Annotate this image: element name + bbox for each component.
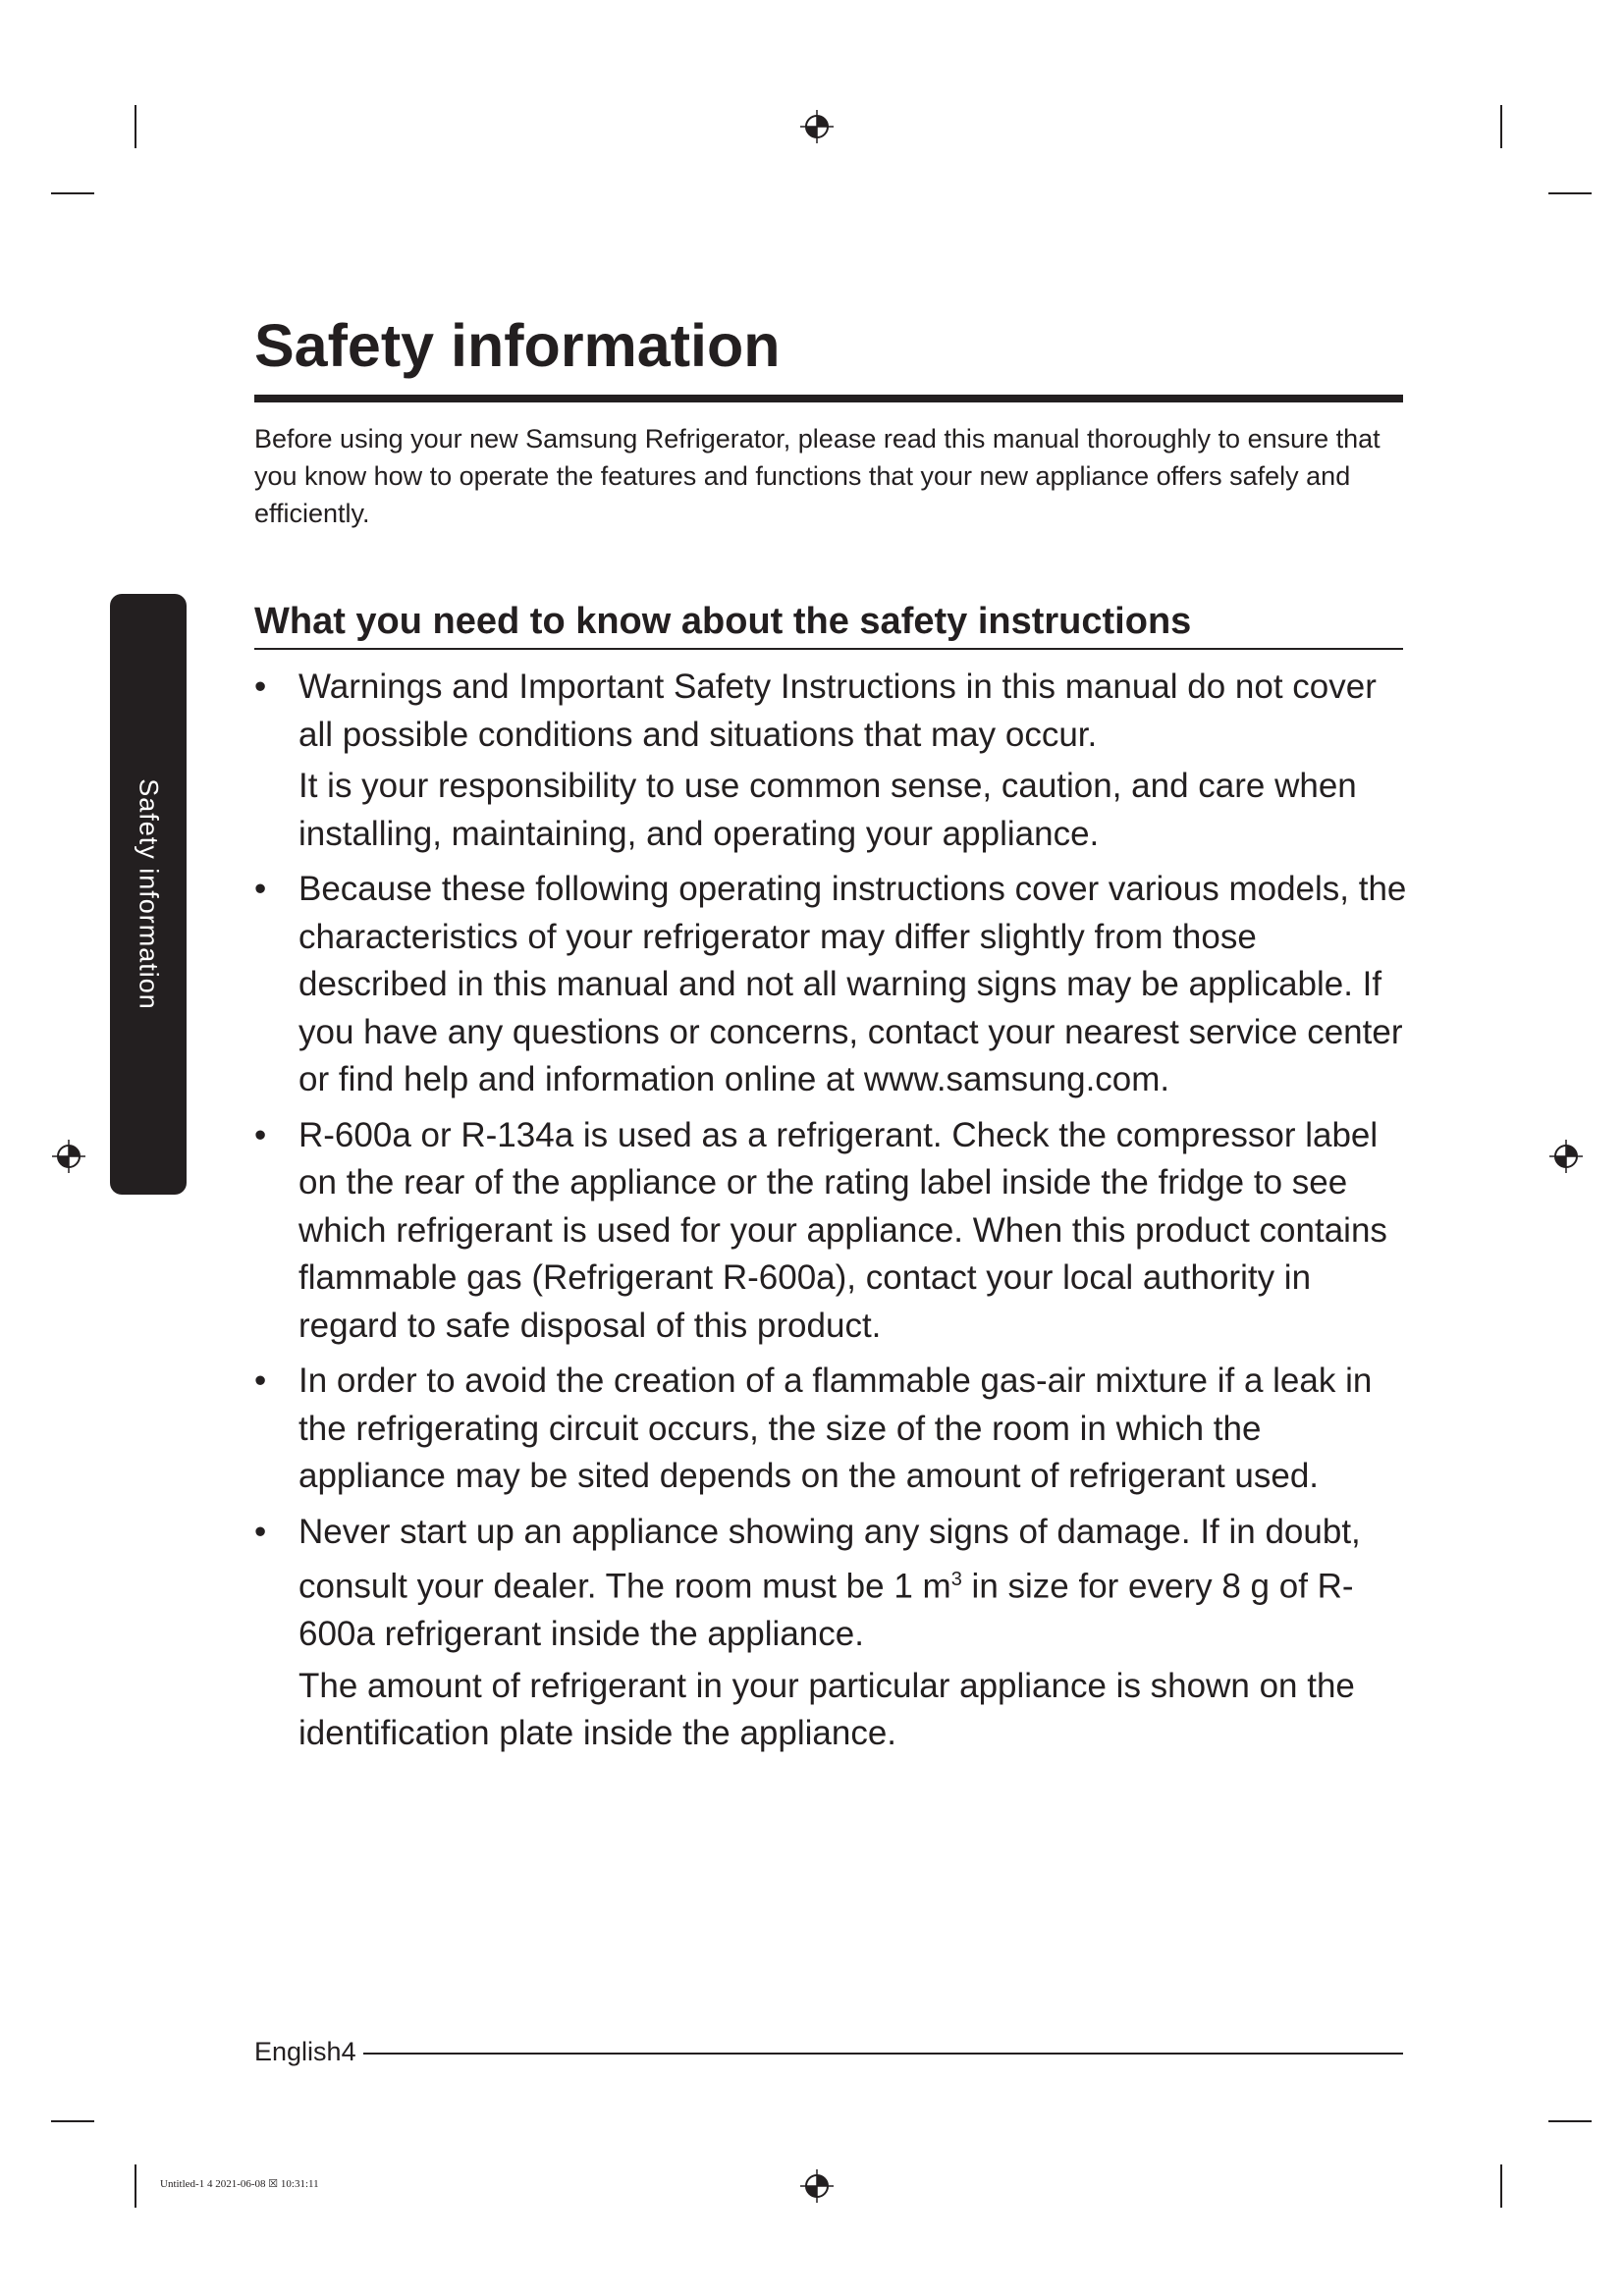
registration-target-icon: [799, 109, 835, 144]
page-number: 4: [341, 2037, 356, 2066]
footer-rule: [363, 2053, 1403, 2055]
print-slug: Untitled-1 4 2021-06-08 ☒ 10:31:11: [160, 2178, 319, 2190]
bullet-paragraph: It is your responsibility to use common sense, caution, and care when installing, maintaining, and operating your appliance.: [298, 767, 1357, 853]
list-item: [254, 866, 1413, 1104]
crop-mark-top-left-vertical: [135, 105, 136, 148]
list-item: [254, 1358, 1413, 1501]
footer-page-label: [254, 2037, 356, 2067]
safety-bullet-list: [254, 664, 1413, 1766]
bullet-paragraph: [298, 1509, 1413, 1659]
registration-target-icon: [1548, 1139, 1584, 1174]
superscript-exponent: 3: [950, 1569, 962, 1590]
bullet-paragraph: The amount of refrigerant in your particular appliance is shown on the identification plate inside the appliance.: [298, 1666, 1355, 1753]
bullet-glyph: •: [254, 1512, 267, 1551]
crop-mark-top-left-horizontal: [51, 192, 94, 194]
list-item: [254, 1112, 1413, 1351]
crop-mark-bottom-left-vertical: [135, 2164, 136, 2208]
list-item: [254, 664, 1413, 858]
bullet-paragraph: R-600a or R-134a is used as a refrigerant. Check the compressor label on the rear of the appliance or the rating label inside the fridge to see which refrigerant is used for your appliance. When this product contains flammable gas (Refrigerant R-600a), contact your local authority in regard to safe disposal of this product.: [298, 1115, 1387, 1345]
bullet-glyph: •: [254, 667, 267, 706]
section-heading-underline: [254, 648, 1403, 650]
title-underline: [254, 395, 1403, 402]
bullet-glyph: •: [254, 1362, 267, 1400]
section-heading: What you need to know about the safety instructions: [254, 601, 1192, 642]
crop-mark-top-right-vertical: [1500, 105, 1502, 148]
registration-target-icon: [799, 2168, 835, 2204]
page-title: Safety information: [254, 312, 781, 379]
intro-paragraph: Before using your new Samsung Refrigerator, please read this manual thoroughly to ensure that you know how to operate the features and functions that your new appliance offers safely and efficiently.: [254, 424, 1380, 528]
bullet-text-part: Never start up an appliance showing any signs of damage. If in doubt, consult your dealer. The room must be 1 m: [298, 1512, 1361, 1606]
bullet-paragraph: Because these following operating instructions cover various models, the characteristics of your refrigerator may differ slightly from those described in this manual and not all warning signs may be applicable. If you have any questions or concerns, contact your nearest service center or find help and information online at www.samsung.com.: [298, 870, 1407, 1098]
registration-target-icon: [51, 1139, 86, 1174]
footer-language: English: [254, 2037, 342, 2066]
crop-mark-bottom-left-horizontal: [51, 2120, 94, 2122]
crop-mark-bottom-right-vertical: [1500, 2164, 1502, 2208]
crop-mark-bottom-right-horizontal: [1548, 2120, 1592, 2122]
side-section-tab-label: Safety information: [134, 778, 164, 1010]
list-item: [254, 1509, 1413, 1758]
bullet-glyph: •: [254, 870, 267, 908]
crop-mark-top-right-horizontal: [1548, 192, 1592, 194]
bullet-paragraph: Warnings and Important Safety Instructions in this manual do not cover all possible conditions and situations that may occur.: [298, 667, 1377, 754]
bullet-text-part: in size for every 8 g of R-600a refrigerant inside the appliance.: [298, 1567, 1354, 1654]
bullet-glyph: •: [254, 1115, 267, 1154]
bullet-paragraph: In order to avoid the creation of a flammable gas-air mixture if a leak in the refrigerating circuit occurs, the size of the room in which the appliance may be sited depends on the amount of refrigerant used.: [298, 1362, 1373, 1495]
